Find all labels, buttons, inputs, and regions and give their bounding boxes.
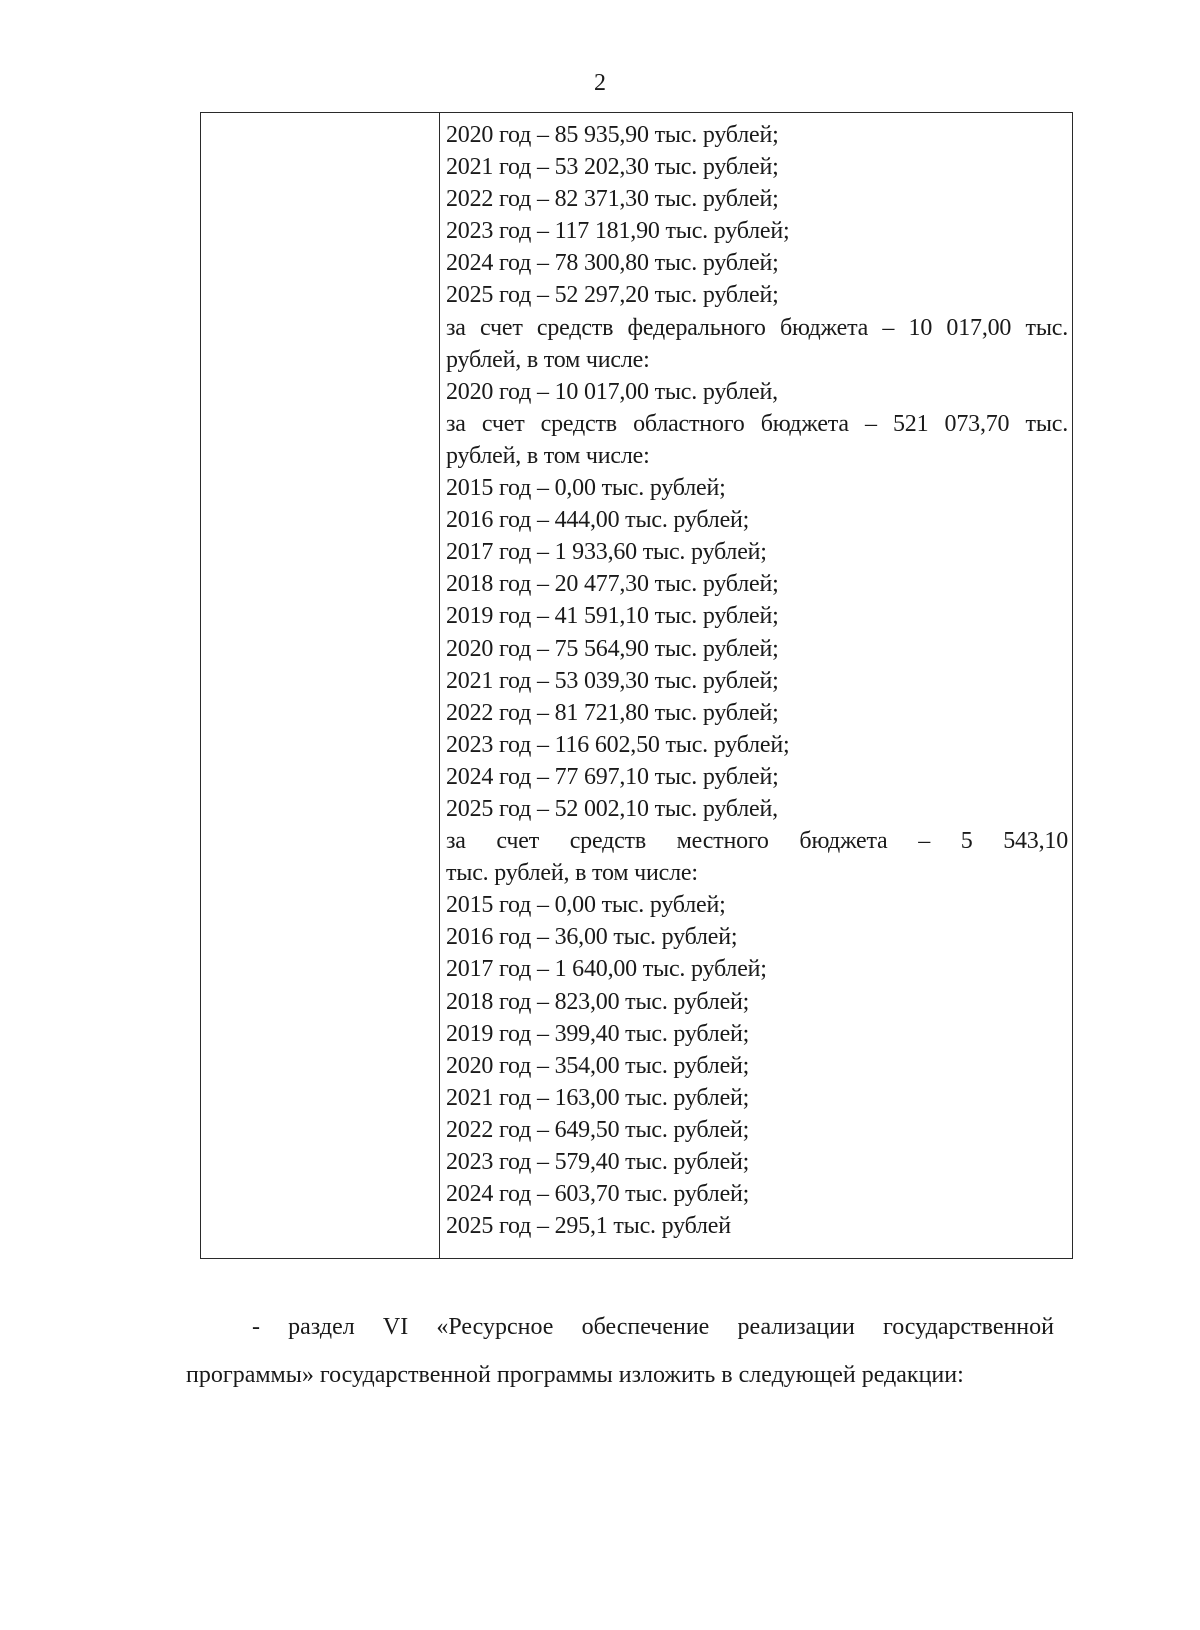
table-right-cell (446, 119, 1068, 1242)
funding-line: 2016 год – 36,00 тыс. рублей; (446, 924, 738, 951)
funding-line: 2021 год – 53 202,30 тыс. рублей; (446, 154, 779, 181)
funding-line: за счет средств областного бюджета – 521 073,70 тыс. (446, 410, 1068, 437)
funding-line: 2022 год – 82 371,30 тыс. рублей; (446, 186, 779, 213)
funding-line: 2019 год – 399,40 тыс. рублей; (446, 1020, 750, 1047)
funding-line: 2025 год – 52 297,20 тыс. рублей; (446, 282, 779, 309)
funding-line: тыс. рублей, в том числе: (446, 860, 698, 887)
funding-line: 2015 год – 0,00 тыс. рублей; (446, 475, 726, 502)
funding-line: 2016 год – 444,00 тыс. рублей; (446, 507, 750, 534)
funding-line: 2020 год – 10 017,00 тыс. рублей, (446, 378, 778, 405)
funding-line: 2015 год – 0,00 тыс. рублей; (446, 892, 726, 919)
funding-line: 2020 год – 75 564,90 тыс. рублей; (446, 635, 779, 662)
funding-line: 2023 год – 579,40 тыс. рублей; (446, 1149, 750, 1175)
funding-line: 2021 год – 53 039,30 тыс. рублей; (446, 667, 779, 694)
funding-line: за счет средств местного бюджета – 5 543,10 (446, 828, 1068, 855)
funding-line: 2022 год – 81 721,80 тыс. рублей; (446, 699, 779, 726)
funding-line: 2023 год – 116 602,50 тыс. рублей; (446, 731, 790, 758)
funding-line: 2019 год – 41 591,10 тыс. рублей; (446, 603, 779, 630)
funding-line: 2023 год – 117 181,90 тыс. рублей; (446, 218, 790, 245)
funding-line: 2020 год – 354,00 тыс. рублей; (446, 1052, 750, 1079)
funding-line: 2025 год – 295,1 тыс. рублей (446, 1213, 731, 1240)
funding-line: 2018 год – 20 477,30 тыс. рублей; (446, 571, 779, 598)
funding-line: рублей, в том числе: (446, 346, 650, 373)
funding-line: 2018 год – 823,00 тыс. рублей; (446, 988, 750, 1015)
funding-line: 2020 год – 85 935,90 тыс. рублей; (446, 122, 779, 148)
funding-line: 2022 год – 649,50 тыс. рублей; (446, 1116, 750, 1143)
funding-line: 2017 год – 1 933,60 тыс. рублей; (446, 539, 767, 566)
funding-table (200, 112, 1073, 1259)
funding-line: 2024 год – 77 697,10 тыс. рублей; (446, 763, 779, 790)
funding-line: 2017 год – 1 640,00 тыс. рублей; (446, 956, 767, 983)
table-left-cell (201, 113, 440, 1258)
funding-line: за счет средств федерального бюджета – 10 017,00 тыс. (446, 314, 1068, 341)
funding-line: 2021 год – 163,00 тыс. рублей; (446, 1084, 750, 1111)
funding-line: 2024 год – 603,70 тыс. рублей; (446, 1181, 750, 1208)
page-number: 2 (594, 70, 606, 96)
funding-line: 2024 год – 78 300,80 тыс. рублей; (446, 250, 779, 277)
funding-line: рублей, в том числе: (446, 442, 650, 469)
amendment-paragraph: - раздел VI «Ресурсное обеспечение реализации государственной программы» государственной программы изложить в следующей редакции: (186, 1314, 1054, 1388)
funding-line: 2025 год – 52 002,10 тыс. рублей, (446, 795, 778, 822)
